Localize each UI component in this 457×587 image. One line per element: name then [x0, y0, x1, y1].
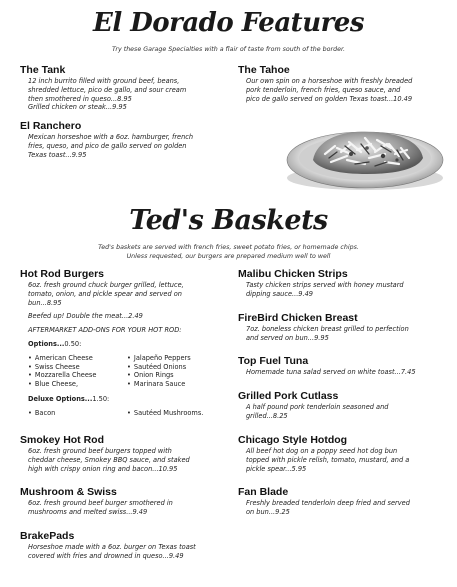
item-description: Horseshoe made with a 6oz. burger on Texas toast covered with fries and drowned in queso...9.49: [28, 543, 196, 560]
item-name: Chicago Style Hotdog: [238, 434, 348, 446]
item-name: Grilled Pork Cutlass: [238, 390, 339, 402]
option-item: • Blue Cheese,: [28, 380, 96, 389]
item-name: Mushroom & Swiss: [20, 486, 117, 498]
features-subtitle: Try these Garage Specialties with a flair of taste from south of the border.: [112, 46, 345, 53]
item-description: 6oz. fresh ground beef burgers topped with cheddar cheese, Smokey BBQ sauce, and staked high with crispy onion ring and bacon...10.95: [28, 447, 190, 473]
horseshoe-plate-photo: [285, 108, 445, 192]
item-description: Mexican horseshoe with a 6oz. hamburger, french fries, queso, and pico de gallo served on golden Texas toast...9.95: [28, 133, 194, 159]
option-item: • Jalapeño Peppers: [127, 354, 191, 363]
item-name: Hot Rod Burgers: [20, 268, 104, 280]
options-list-col-2: [127, 354, 191, 388]
option-item: • Swiss Cheese: [28, 363, 96, 372]
item-description: All beef hot dog on a poppy seed hot dog bun topped with pickle relish, tomato, mustard, and a pickle spear...5.95: [246, 447, 410, 473]
menu-item-top-fuel-tuna: [238, 355, 453, 377]
item-name: Smokey Hot Rod: [20, 434, 105, 446]
item-description: 6oz. fresh ground chuck burger grilled, lettuce, tomato, onion, and pickle spear and served on bun...8.95: [28, 281, 184, 307]
baskets-title: Ted's Baskets: [129, 205, 328, 236]
menu-item-fan-blade: [238, 486, 453, 517]
menu-item-el-ranchero: [20, 120, 235, 159]
menu-item-the-tank: [20, 64, 235, 112]
beefed-up-note: Beefed up! Double the meat...2.49: [28, 312, 143, 320]
menu-item-firebird-chicken-breast: [238, 312, 453, 343]
option-item: • Bacon: [28, 409, 55, 418]
option-item: • American Cheese: [28, 354, 96, 363]
option-item: • Marinara Sauce: [127, 380, 191, 389]
item-name: FireBird Chicken Breast: [238, 312, 358, 324]
option-item: • Mozzarella Cheese: [28, 371, 96, 380]
baskets-subtitle-line-2: Unless requested, our burgers are prepared medium well to well: [126, 253, 331, 260]
option-item: • Onion Rings: [127, 371, 191, 380]
menu-item-grilled-pork-cutlass: [238, 390, 453, 421]
item-description: Tasty chicken strips served with honey mustard dipping sauce...9.49: [246, 281, 404, 298]
aftermarket-heading: AFTERMARKET ADD-ONS FOR YOUR HOT ROD:: [28, 326, 182, 334]
item-description: 7oz. boneless chicken breast grilled to perfection and served on bun...9.95: [246, 325, 409, 342]
item-description: 6oz. fresh ground beef burger smothered in mushrooms and melted swiss...9.49: [28, 499, 173, 516]
item-name: The Tank: [20, 64, 66, 76]
item-description: 12 inch burrito filled with ground beef, beans, shredded lettuce, pico de gallo, and sour cream then smothered in queso...8.95 Grilled chicken or steak...9.95: [28, 77, 187, 112]
menu-item-hot-rod-burgers: [20, 268, 235, 307]
menu-item-chicago-style-hotdog: [238, 434, 453, 473]
menu-item-malibu-chicken-strips: [238, 268, 453, 299]
item-name: Fan Blade: [238, 486, 289, 498]
option-item: • Sautéed Mushrooms.: [127, 409, 203, 418]
item-description: Our own spin on a horseshoe with freshly breaded pork tenderloin, french fries, queso sauce, and pico de gallo served on golden Texas toast...10.49: [246, 77, 413, 103]
item-description: Freshly breaded tenderloin deep fried and served on bun...9.25: [246, 499, 410, 516]
item-name: The Tahoe: [238, 64, 290, 76]
item-description: A half pound pork tenderloin seasoned and grilled...8.25: [246, 403, 389, 420]
item-name: Malibu Chicken Strips: [238, 268, 348, 280]
menu-item-brakepads: [20, 530, 235, 561]
options-list-col-1: [28, 354, 96, 388]
item-name: El Ranchero: [20, 120, 82, 132]
item-description: Homemade tuna salad served on white toast...7.45: [246, 368, 416, 376]
menu-item-mushroom-swiss: [20, 486, 235, 517]
options-heading: Options...0.50:: [28, 340, 82, 348]
features-title: El Dorado Features: [93, 8, 364, 38]
item-name: Top Fuel Tuna: [238, 355, 309, 367]
item-name: BrakePads: [20, 530, 75, 542]
baskets-subtitle-line-1: Ted's baskets are served with french fries, sweet potato fries, or homemade chips.: [98, 244, 359, 251]
deluxe-list-col-1: [28, 409, 55, 418]
option-item: • Sautéed Onions: [127, 363, 191, 372]
deluxe-options-heading: Deluxe Options...1.50:: [28, 395, 110, 403]
menu-item-the-tahoe: [238, 64, 453, 103]
menu-item-smokey-hot-rod: [20, 434, 235, 473]
deluxe-list-col-2: [127, 409, 203, 418]
